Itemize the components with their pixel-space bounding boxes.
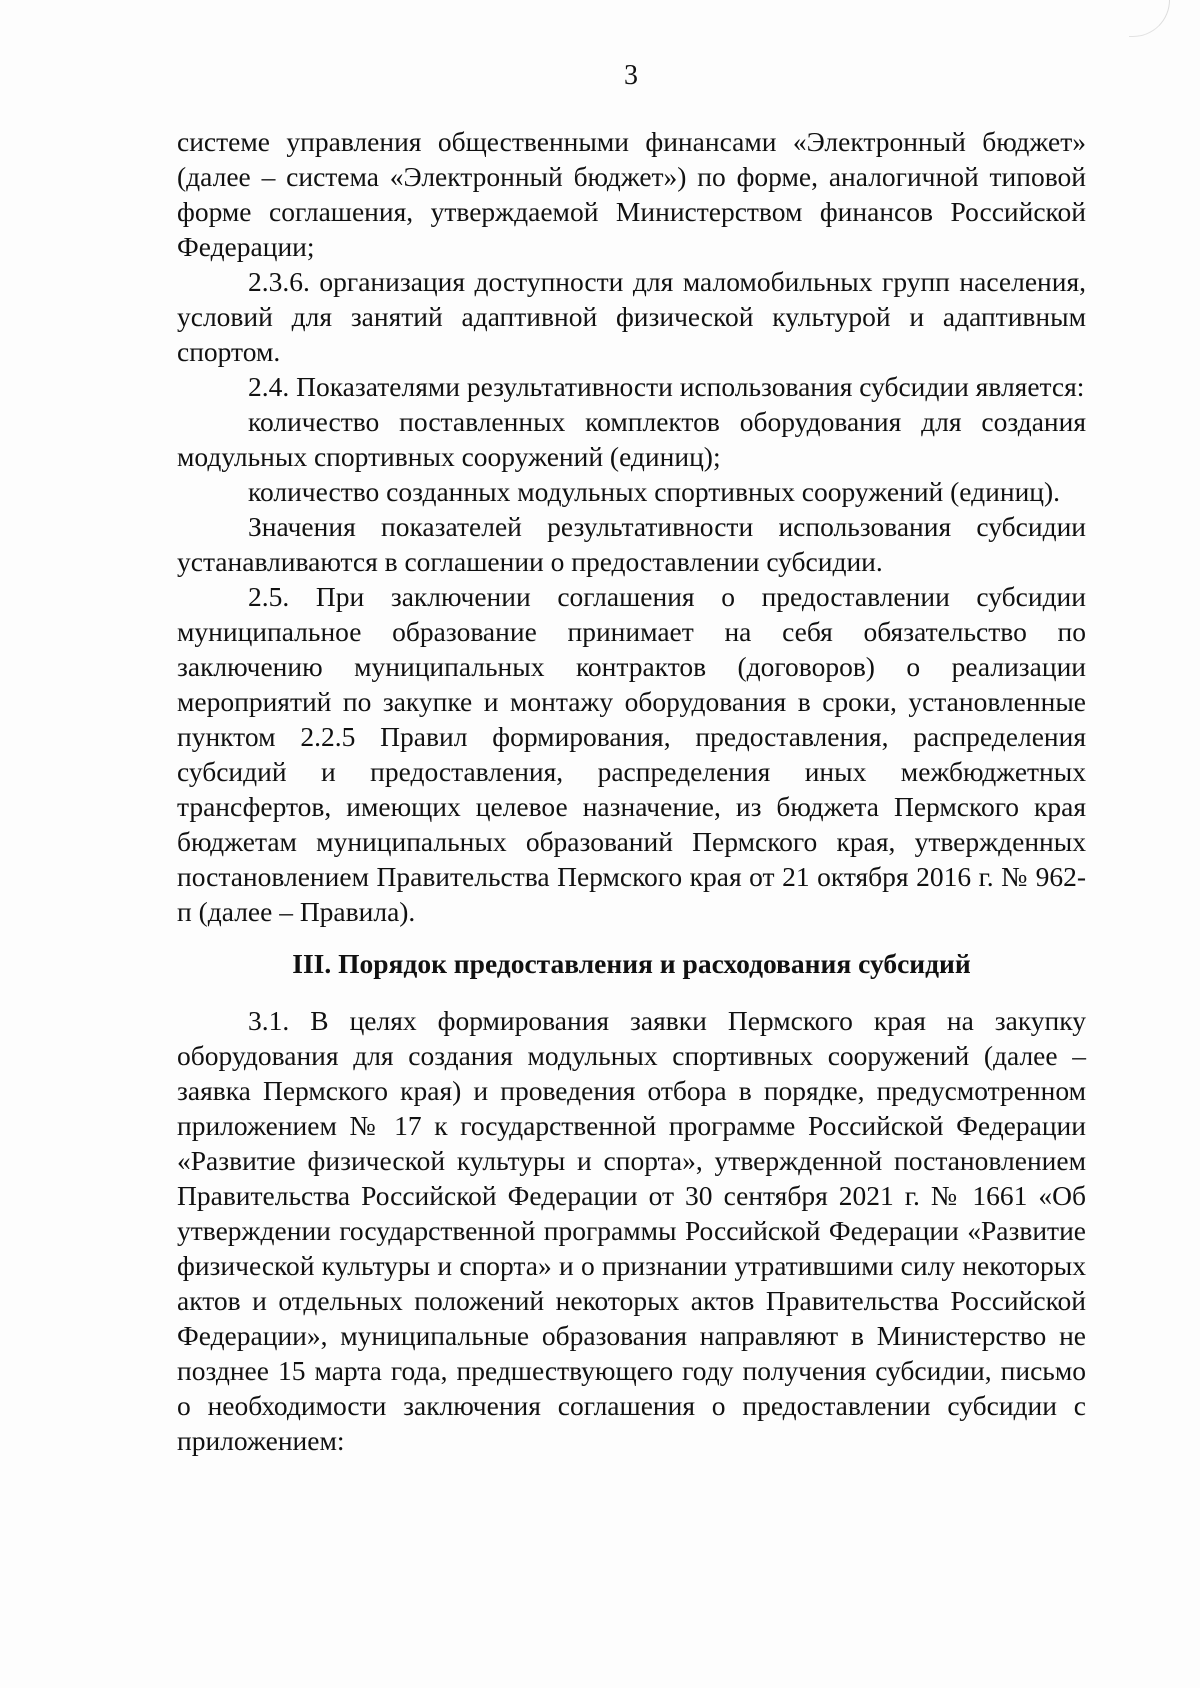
paragraph-continuation: системе управления общественными финансами «Электронный бюджет» (далее – система «Электронный бюджет») по форме, аналогичной типовой форме соглашения, утверждаемой Министерством финансов Российской Федерации;: [177, 126, 1086, 262]
section-heading: III. Порядок предоставления и расходования субсидий: [292, 948, 971, 979]
paragraph-3-1: 3.1. В целях формирования заявки Пермского края на закупку оборудования для создания модульных спортивных сооружений (далее – заявка Пермского края) и проведения отбора в порядке, предусмотренном приложением № 17 к государственной программе Российской Федерации «Развитие физической культуры и спорта», утвержденной постановлением Правительства Российской Федерации от 30 сентября 2021 г. № 1661 «Об утверждении государственной программы Российской Федерации «Развитие физической культуры и спорта» и о признании утратившими силу некоторых актов и отдельных положений некоторых актов Правительства Российской Федерации», муниципальные образования направляют в Министерство не позднее 15 марта года, предшествующего году получения субсидии, письмо о необходимости заключения соглашения о предоставлении субсидии с приложением:: [177, 1005, 1086, 1456]
paragraph-2-3-6: 2.3.6. организация доступности для маломобильных групп населения, условий для занятий адаптивной физической культурой и адаптивным спортом.: [177, 266, 1086, 367]
page-number: 3: [624, 60, 638, 91]
scan-corner-mark: [1129, 0, 1170, 37]
paragraph-2-5: 2.5. При заключении соглашения о предоставлении субсидии муниципальное образование принимает на себя обязательство по заключению муниципальных контрактов (договоров) о реализации мероприятий по закупке и монтажу оборудования в сроки, установленные пунктом 2.2.5 Правил формирования, предоставления, распределения субсидий и предоставления, распределения иных межбюджетных трансфертов, имеющих целевое назначение, из бюджета Пермского края бюджетам муниципальных образований Пермского края, утвержденных постановлением Правительства Пермского края от 21 октября 2016 г. № 962-п (далее – Правила).: [177, 581, 1086, 927]
document-body: [177, 124, 1086, 1458]
paragraph-indicator-1: количество поставленных комплектов оборудования для создания модульных спортивных сооружений (единиц);: [177, 406, 1086, 472]
paragraph-indicator-2: количество созданных модульных спортивных сооружений (единиц).: [248, 476, 1061, 507]
paragraph-indicator-values: Значения показателей результативности использования субсидии устанавливаются в соглашении о предоставлении субсидии.: [177, 511, 1086, 577]
paragraph-2-4: 2.4. Показателями результативности использования субсидии является:: [248, 371, 1085, 402]
